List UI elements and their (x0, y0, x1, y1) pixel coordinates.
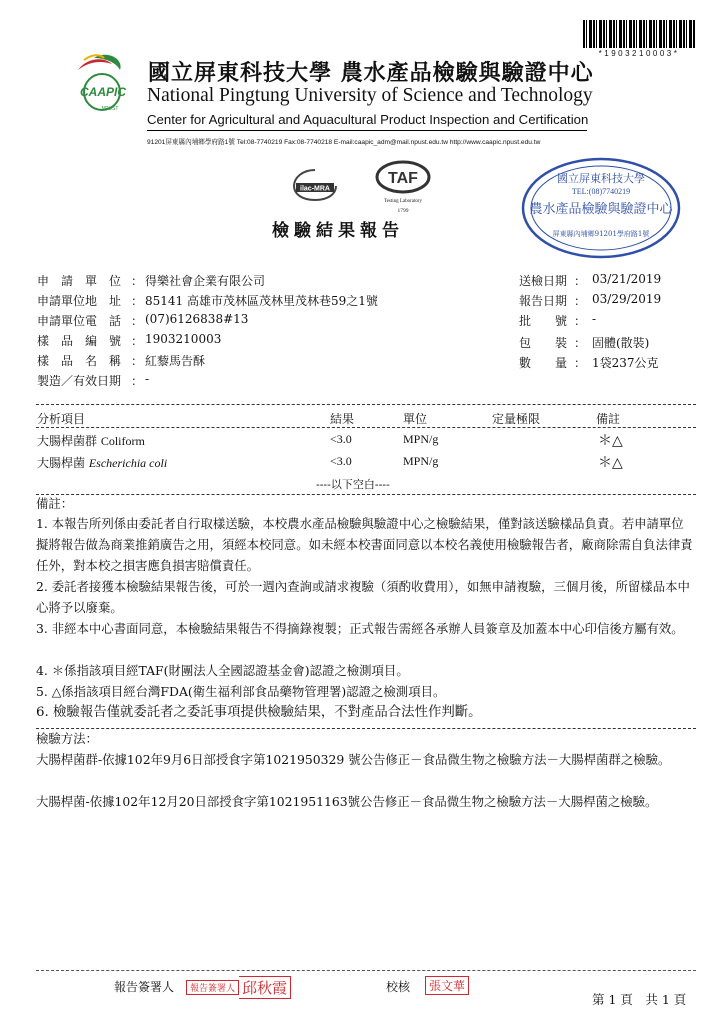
method-item: 大腸桿菌-依據102年12月20日部授食字第1021951163號公告修正－食品微生物之檢驗方法－大腸桿菌之檢驗。 (36, 794, 658, 809)
barcode (583, 20, 695, 48)
svg-text:Testing Laboratory: Testing Laboratory (383, 199, 423, 204)
note-item: 6. 檢驗報告僅就委託者之委託事項提供檢驗結果，不對產品合法性作判斷。 (36, 705, 482, 720)
received-date-value: 03/21/2019 (592, 272, 662, 286)
quantity-value: 1袋237公克 (592, 356, 659, 370)
sample-id-value: 1903210003 (145, 332, 222, 346)
taf-icon (372, 160, 434, 216)
svg-text:ilac-MRA: ilac-MRA (300, 185, 330, 193)
sample-name-value: 紅藜馬告酥 (145, 354, 206, 368)
quantity-label: 數 量 (519, 356, 568, 370)
end-of-table-text: ----以下空白---- (316, 478, 390, 491)
phone-value: (07)6126838#13 (145, 312, 249, 326)
report-date-value: 03/29/2019 (592, 292, 662, 306)
sample-name-label: 樣 品 名 稱 (37, 354, 122, 368)
table-row: 大腸桿菌 Escherichia coli (37, 456, 168, 470)
remark-cell: ＊△ (598, 455, 623, 471)
col-header-remark: 備註 (596, 412, 621, 426)
header-divider (147, 130, 587, 131)
batch-label: 批 號 (519, 314, 568, 328)
checker-stamp: 張文華 (425, 976, 469, 995)
notes-divider (36, 728, 696, 729)
note-item: 4. ＊係指該項目經TAF(財團法人全國認證基金會)認證之檢測項目。 (36, 663, 409, 678)
table-bottom-rule (36, 494, 696, 495)
col-header-item: 分析項目 (37, 412, 86, 426)
note-item: 3. 非經本中心書面同意，本檢驗結果報告不得摘錄複製；正式報告需經各承辦人員簽章及加蓋本中心印信後方屬有效。 (36, 621, 684, 636)
svg-text:屏東縣內埔鄉91201學府路1號: 屏東縣內埔鄉91201學府路1號 (552, 230, 650, 238)
applicant-label: 申 請 單 位 (37, 274, 122, 288)
note-item: 2. 委託者接獲本檢驗結果報告後，可於一週內查詢或請求複驗（須酌收費用），如無申請複驗，三個月後，所留樣品本中心將予以廢棄。 (36, 579, 690, 615)
phone-label: 申請單位電 話 (37, 314, 122, 328)
result-cell: <3.0 (330, 454, 352, 468)
date-label: 製造／有效日期 (37, 374, 122, 388)
address-value: 85141 高雄市茂林區茂林里茂林巷59之1號 (145, 294, 378, 308)
svg-text:TEL:(08)7740219: TEL:(08)7740219 (571, 187, 631, 196)
contact-address: 91201屏東縣內埔鄉學府路1號 Tel:08-7740219 Fax:08-7740218 E-mail:caapic_adm@mail.npust.edu.tw http://www.caapic.npust.edu.tw (147, 139, 541, 146)
date-value: - (145, 372, 150, 386)
address-label: 申請單位地 址 (37, 294, 122, 308)
method-item: 大腸桿菌群-依據102年9月6日部授食字第1021950329 號公告修正－食品微生物之檢驗方法－大腸桿菌群之檢驗。 (36, 752, 671, 767)
report-title: 檢驗結果報告 (272, 221, 404, 241)
methods-heading: 檢驗方法： (36, 731, 98, 746)
table-header-rule (36, 427, 696, 428)
university-title-en: National Pingtung University of Science and Technology (147, 85, 593, 106)
table-top-rule (36, 404, 696, 405)
signature-divider (36, 970, 696, 971)
sample-id-label: 樣 品 編 號 (37, 334, 122, 348)
center-title-zh: 國立屏東科技大學 農水產品檢驗與驗證中心 (148, 60, 594, 86)
svg-text:1799: 1799 (397, 208, 409, 214)
batch-value: - (592, 312, 597, 326)
ilac-mra-icon (288, 166, 342, 206)
barcode-number: *1903210003* (598, 49, 680, 58)
package-value: 固體(散裝) (592, 336, 650, 350)
report-date-label: 報告日期 (519, 294, 568, 308)
package-label: 包 裝 (519, 336, 568, 350)
svg-text:農水產品檢驗與驗證中心: 農水產品檢驗與驗證中心 (529, 202, 673, 217)
result-cell: <3.0 (330, 432, 352, 446)
caapic-logo-icon (64, 52, 142, 112)
unit-cell: MPN/g (403, 454, 439, 468)
col-header-unit: 單位 (403, 412, 428, 426)
signer-stamp: 報告簽署人 邱秋霞 (186, 976, 291, 999)
signer-name: 邱秋霞 (239, 976, 291, 999)
svg-text:國立屏東科技大學: 國立屏東科技大學 (557, 172, 645, 185)
table-row: 大腸桿菌群 Coliform (37, 434, 145, 448)
center-title-en: Center for Agricultural and Aquacultural Product Inspection and Certification (147, 112, 589, 127)
svg-text:NPUST: NPUST (101, 106, 119, 112)
col-header-loq: 定量極限 (492, 412, 541, 426)
svg-text:CAAPIC: CAAPIC (79, 85, 127, 99)
remark-cell: ＊△ (598, 433, 623, 449)
applicant-value: 得樂社會企業有限公司 (145, 274, 266, 288)
received-date-label: 送檢日期 (519, 274, 568, 288)
official-seal-stamp (520, 156, 683, 261)
page-number: 第 1 頁 共 1 頁 (592, 992, 687, 1007)
note-item: 5. △係指該項目經台灣FDA(衛生福利部食品藥物管理署)認證之檢測項目。 (36, 684, 446, 699)
checker-label: 校核 (386, 980, 411, 994)
unit-cell: MPN/g (403, 432, 439, 446)
col-header-result: 結果 (330, 412, 355, 426)
signer-label: 報告簽署人 (114, 980, 175, 994)
svg-text:TAF: TAF (388, 170, 418, 187)
note-item: 1. 本報告所列係由委託者自行取樣送驗，本校農水產品檢驗與驗證中心之檢驗結果，僅對該送驗樣品負責。若申請單位擬將報告做為商業推銷廣告之用，須經本校同意。如未經本校書面同意以本校名義使用檢驗報告者，廠商除需自負法律責任外，對本校之損害應負損害賠償責任。 (36, 516, 693, 573)
notes-heading: 備註： (36, 496, 74, 511)
